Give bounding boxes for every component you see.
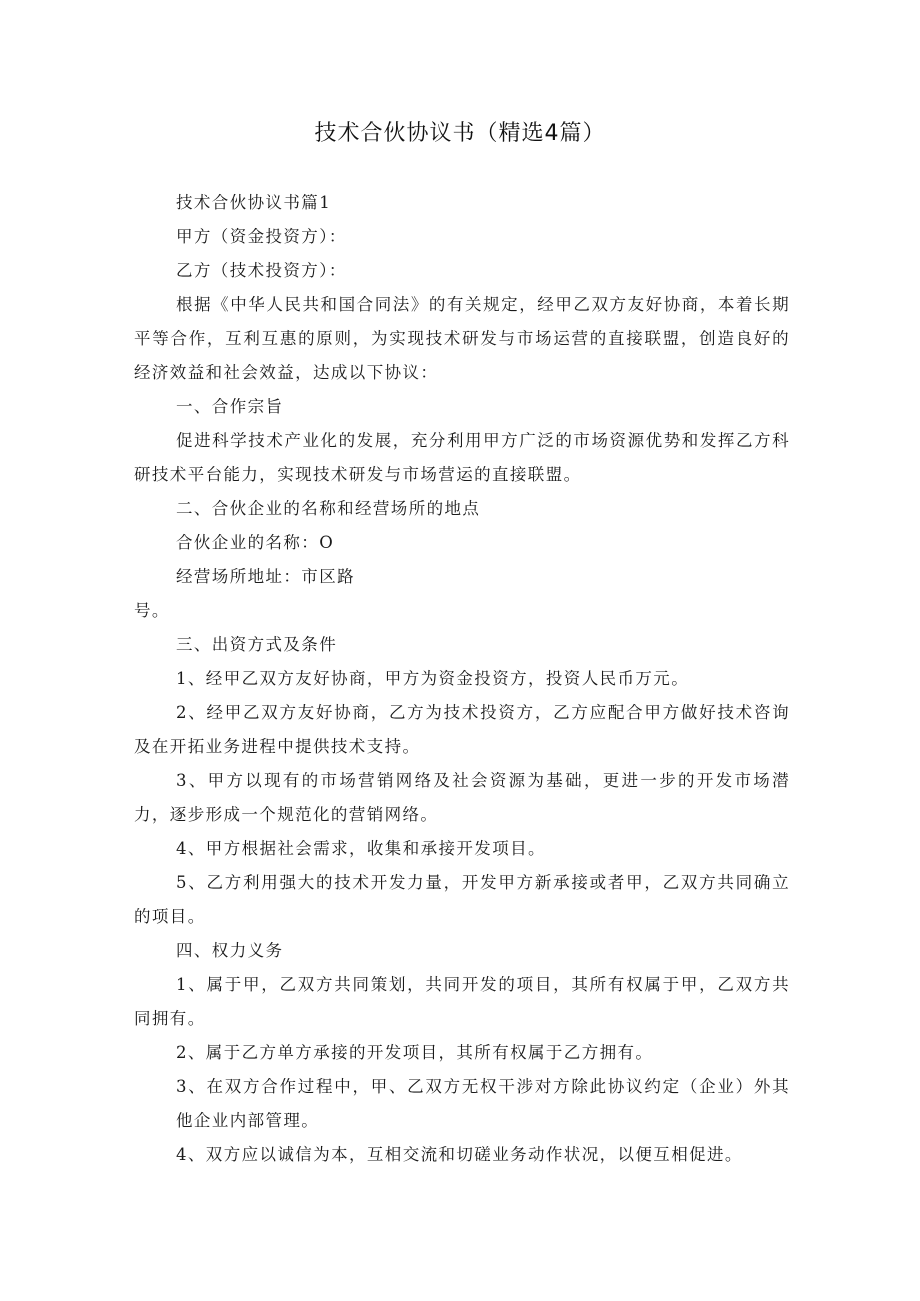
clause-item: 2、属于乙方单方承接的开发项目，其所有权属于乙方拥有。 [176,1043,654,1062]
document-body [134,186,790,1172]
party-b-line: 乙方（技术投资方）： [176,261,347,280]
section-heading: 二、合伙企业的名称和经营场所的地点 [176,499,481,518]
clause-item: 1、经甲乙双方友好协商，甲方为资金投资方，投资人民币万元。 [176,669,690,688]
clause-item: 2、经甲乙双方友好协商，乙方为技术投资方，乙方应配合甲方做好技术咨询及在开拓业务进程中提供技术支持。 [134,703,790,756]
body-paragraph: 号。 [134,601,170,620]
clause-item: 3、在双方合作过程中，甲、乙双方无权干涉对方除此协议约定（企业）外其他企业内部管理。 [176,1077,790,1130]
section-heading: 四、权力义务 [176,941,284,960]
clause-item: 1、属于甲，乙双方共同策划，共同开发的项目，其所有权属于甲，乙双方共同拥有。 [134,975,790,1028]
clause-item: 4、双方应以诚信为本，互相交流和切磋业务动作状况，以便互相促进。 [176,1145,743,1164]
preamble-paragraph: 根据《中华人民共和国合同法》的有关规定，经甲乙双方友好协商，本着长期平等合作，互利互惠的原则，为实现技术研发与市场运营的直接联盟，创造良好的经济效益和社会效益，达成以下协议： [134,295,790,382]
clause-item: 4、甲方根据社会需求，收集和承接开发项目。 [176,839,546,858]
body-paragraph: 经营场所地址：市区路 [176,567,355,586]
clause-item: 5、乙方利用强大的技术开发力量，开发甲方新承接或者甲，乙双方共同确立的项目。 [134,873,790,926]
document-title: 技术合伙协议书（精选4篇） [314,121,606,146]
section-heading: 一、合作宗旨 [176,397,284,416]
clause-item: 3、甲方以现有的市场营销网络及社会资源为基础，更进一步的开发市场潜力，逐步形成一个规范化的营销网络。 [134,771,790,824]
body-paragraph: 合伙企业的名称：O [176,533,335,552]
section-heading: 技术合伙协议书篇1 [176,193,332,212]
body-paragraph: 促进科学技术产业化的发展，充分利用甲方广泛的市场资源优势和发挥乙方科研技术平台能力，实现技术研发与市场营运的直接联盟。 [134,431,790,484]
party-a-line: 甲方（资金投资方）： [176,227,347,246]
section-heading: 三、出资方式及条件 [176,635,338,654]
